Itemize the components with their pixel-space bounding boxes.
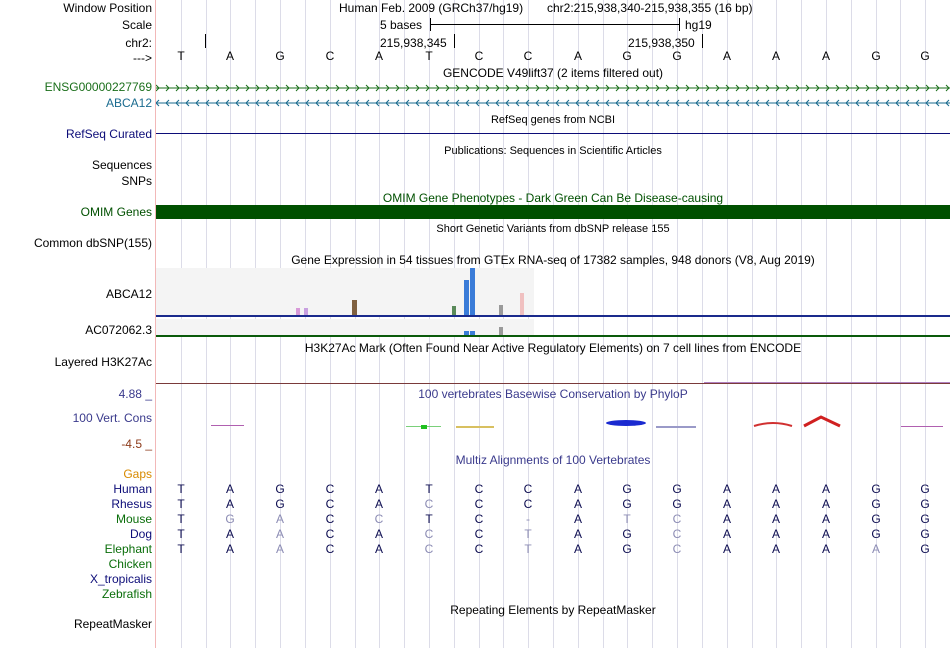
alignment-base-dog: C [325, 527, 335, 541]
alignment-base-dog: A [771, 527, 780, 541]
h3k27ac-title: H3K27Ac Mark (Often Found Near Active Regulatory Elements) on 7 cell lines from ENCODE [304, 341, 802, 355]
base-letter: G [275, 49, 285, 63]
repeatmasker-title: Repeating Elements by RepeatMasker [450, 603, 656, 617]
alignment-base-rhesus: A [225, 497, 234, 511]
base-letter: T [177, 49, 185, 63]
base-letter: C [474, 49, 484, 63]
alignment-base-mouse: T [425, 512, 433, 526]
label-ensg[interactable]: ENSG00000227769 [44, 80, 152, 94]
phylop-logo[interactable] [156, 410, 950, 435]
alignment-base-mouse: G [225, 512, 235, 526]
label-x-tropicalis: X_tropicalis [89, 572, 152, 586]
scale-label: 5 bases [380, 18, 423, 32]
alignment-base-rhesus: G [871, 497, 881, 511]
label-gtex-ac072062[interactable]: AC072062.3 [85, 323, 152, 337]
alignment-base-elephant: C [424, 542, 434, 556]
alignment-base-mouse: G [871, 512, 881, 526]
alignment-base-elephant: A [374, 542, 383, 556]
label-h3k27ac[interactable]: Layered H3K27Ac [54, 355, 152, 369]
alignment-base-rhesus: C [325, 497, 335, 511]
base-letter: A [225, 49, 234, 63]
alignment-base-elephant: C [474, 542, 484, 556]
alignment-base-human: A [225, 482, 234, 496]
phylop-title: 100 vertebrates Basewise Conservation by PhyloP [418, 387, 688, 401]
gtex-bar-6[interactable] [470, 268, 475, 315]
label-chicken: Chicken [108, 557, 152, 571]
gtex-ac072062-bg [156, 319, 534, 335]
label-dbsnp[interactable]: Common dbSNP(155) [33, 236, 152, 250]
label-gaps[interactable]: Gaps [123, 467, 152, 481]
alignment-base-mouse: C [325, 512, 335, 526]
alignment-base-human: G [920, 482, 930, 496]
dbsnp-title: Short Genetic Variants from dbSNP release 155 [436, 223, 670, 235]
base-letter: C [523, 49, 533, 63]
label-strand[interactable]: ---> [133, 51, 152, 65]
label-phylop-max: 4.88 _ [118, 387, 152, 401]
alignment-base-elephant: A [275, 542, 284, 556]
alignment-base-elephant: T [524, 542, 532, 556]
alignment-base-dog: A [573, 527, 582, 541]
refseq-title: RefSeq genes from NCBI [490, 114, 616, 126]
scale-bar-right-tick [679, 18, 680, 31]
alignment-base-dog: G [920, 527, 930, 541]
assembly-title: Human Feb. 2009 (GRCh37/hg19) [339, 1, 524, 15]
alignment-base-dog: G [871, 527, 881, 541]
alignment-base-human: G [275, 482, 285, 496]
track-labels [0, 0, 155, 648]
alignment-base-dog: T [177, 527, 185, 541]
alignment-base-elephant: A [722, 542, 731, 556]
alignment-base-rhesus: G [920, 497, 930, 511]
gtex-bar-3[interactable] [352, 300, 357, 315]
label-phylop[interactable]: 100 Vert. Cons [72, 411, 152, 425]
alignment-base-elephant: A [871, 542, 880, 556]
coord-tick-2 [454, 34, 455, 48]
gencode-genes[interactable] [156, 81, 950, 111]
label-phylop-min: -4.5 _ [121, 437, 152, 451]
alignment-base-dog: G [622, 527, 632, 541]
alignment-base-rhesus: G [275, 497, 285, 511]
multiz-title: Multiz Alignments of 100 Vertebrates [455, 453, 651, 467]
gencode-title: GENCODE V49lift37 (2 items filtered out) [442, 66, 664, 80]
alignment-base-human: A [573, 482, 582, 496]
label-human: Human [113, 482, 152, 496]
scale-bar [430, 24, 680, 25]
alignment-base-mouse: C [474, 512, 484, 526]
gtex-abca12-bg [156, 268, 534, 315]
gtex-bar-2[interactable] [304, 308, 308, 315]
alignment-base-mouse: C [374, 512, 384, 526]
track-image[interactable] [156, 0, 950, 648]
label-scale[interactable]: Scale [121, 18, 152, 32]
alignment-base-dog: A [374, 527, 383, 541]
alignment-base-dog: A [821, 527, 830, 541]
alignment-base-rhesus: G [672, 497, 682, 511]
label-omim[interactable]: OMIM Genes [80, 205, 152, 219]
scale-bar-left-tick [430, 18, 431, 31]
publications-title: Publications: Sequences in Scientific Articles [444, 145, 662, 157]
label-refseq[interactable]: RefSeq Curated [65, 127, 152, 141]
alignment-base-rhesus: C [523, 497, 533, 511]
omim-gene-bar[interactable] [156, 205, 950, 219]
base-letter: G [871, 49, 881, 63]
label-sequences[interactable]: Sequences [91, 158, 152, 172]
base-letter: G [672, 49, 682, 63]
gtex-bar-5[interactable] [464, 280, 469, 315]
alignment-base-human: A [771, 482, 780, 496]
alignment-base-human: G [622, 482, 632, 496]
base-letter: A [722, 49, 731, 63]
alignment-base-elephant: G [920, 542, 930, 556]
alignment-base-human: G [871, 482, 881, 496]
gtex-bar-11[interactable] [499, 327, 503, 335]
alignment-base-human: A [722, 482, 731, 496]
base-letter: G [622, 49, 632, 63]
label-chrom[interactable]: chr2: [125, 36, 152, 50]
alignment-base-elephant: C [325, 542, 335, 556]
gtex-bar-7[interactable] [499, 305, 503, 315]
coord-label-2: 215,938,350 [628, 36, 695, 50]
position-title: chr2:215,938,340-215,938,355 (16 bp) [547, 1, 753, 15]
alignment-base-human: C [474, 482, 484, 496]
alignment-base-dog: C [424, 527, 434, 541]
label-dog: Dog [129, 527, 152, 541]
db-label: hg19 [685, 18, 712, 32]
alignment-base-rhesus: A [374, 497, 383, 511]
coord-label-1: 215,938,345 [380, 36, 447, 50]
alignment-base-rhesus: A [771, 497, 780, 511]
alignment-base-human: A [374, 482, 383, 496]
gtex-bar-4[interactable] [452, 306, 456, 315]
gtex-title: Gene Expression in 54 tissues from GTEx RNA-seq of 17382 samples, 948 donors (V8, Aug 2019) [291, 253, 815, 267]
alignment-base-elephant: T [177, 542, 185, 556]
label-rhesus: Rhesus [111, 497, 152, 511]
alignment-base-mouse: A [722, 512, 731, 526]
gtex-bar-8[interactable] [520, 293, 524, 315]
alignment-base-rhesus: A [722, 497, 731, 511]
alignment-base-rhesus: G [622, 497, 632, 511]
alignment-base-human: C [325, 482, 335, 496]
alignment-base-rhesus: A [573, 497, 582, 511]
label-abca12-gene[interactable]: ABCA12 [105, 96, 152, 110]
alignment-base-mouse: G [920, 512, 930, 526]
alignment-base-elephant: A [821, 542, 830, 556]
base-letter: C [325, 49, 335, 63]
base-letter: A [771, 49, 780, 63]
coord-tick-3 [702, 34, 703, 48]
alignment-base-rhesus: T [177, 497, 185, 511]
alignment-base-dog: T [524, 527, 532, 541]
alignment-base-rhesus: A [821, 497, 830, 511]
label-mouse: Mouse [115, 512, 152, 526]
alignment-base-mouse: A [821, 512, 830, 526]
base-letter: T [425, 49, 433, 63]
alignment-base-elephant: A [225, 542, 234, 556]
alignment-base-rhesus: C [474, 497, 484, 511]
alignment-base-human: A [821, 482, 830, 496]
alignment-base-elephant: C [672, 542, 682, 556]
label-window-position[interactable]: Window Position [63, 1, 152, 15]
alignment-base-mouse: T [623, 512, 631, 526]
alignment-base-elephant: A [771, 542, 780, 556]
gtex-bar-1[interactable] [296, 308, 300, 315]
alignment-base-mouse: C [672, 512, 682, 526]
alignment-base-mouse: - [526, 512, 530, 526]
alignment-base-mouse: A [573, 512, 582, 526]
h3k27ac-signal[interactable] [156, 383, 950, 384]
coord-tick-1 [205, 34, 206, 48]
alignment-base-dog: A [225, 527, 234, 541]
alignment-base-human: T [177, 482, 185, 496]
label-gtex-abca12[interactable]: ABCA12 [105, 287, 152, 301]
label-snps[interactable]: SNPs [121, 174, 152, 188]
alignment-base-mouse: T [177, 512, 185, 526]
gtex-ac072062-baseline [156, 335, 950, 337]
base-letter: A [573, 49, 582, 63]
label-repeatmasker[interactable]: RepeatMasker [73, 617, 152, 631]
label-elephant: Elephant [104, 542, 152, 556]
alignment-base-human: C [523, 482, 533, 496]
alignment-base-dog: C [672, 527, 682, 541]
alignment-base-elephant: A [573, 542, 582, 556]
gtex-abca12-baseline [156, 315, 950, 317]
base-letter: A [821, 49, 830, 63]
alignment-base-dog: A [722, 527, 731, 541]
omim-title: OMIM Gene Phenotypes - Dark Green Can Be Disease-causing [382, 191, 724, 205]
alignment-base-mouse: A [275, 512, 284, 526]
alignment-base-dog: A [275, 527, 284, 541]
alignment-base-mouse: A [771, 512, 780, 526]
refseq-gene-line[interactable] [156, 133, 950, 134]
base-letter: A [374, 49, 383, 63]
alignment-base-human: T [425, 482, 433, 496]
label-zebrafish: Zebrafish [101, 587, 152, 601]
base-letter: G [920, 49, 930, 63]
alignment-base-elephant: G [622, 542, 632, 556]
h3k27ac-signal-overlay [704, 382, 950, 383]
alignment-base-dog: C [474, 527, 484, 541]
alignment-base-rhesus: C [424, 497, 434, 511]
alignment-base-human: G [672, 482, 682, 496]
